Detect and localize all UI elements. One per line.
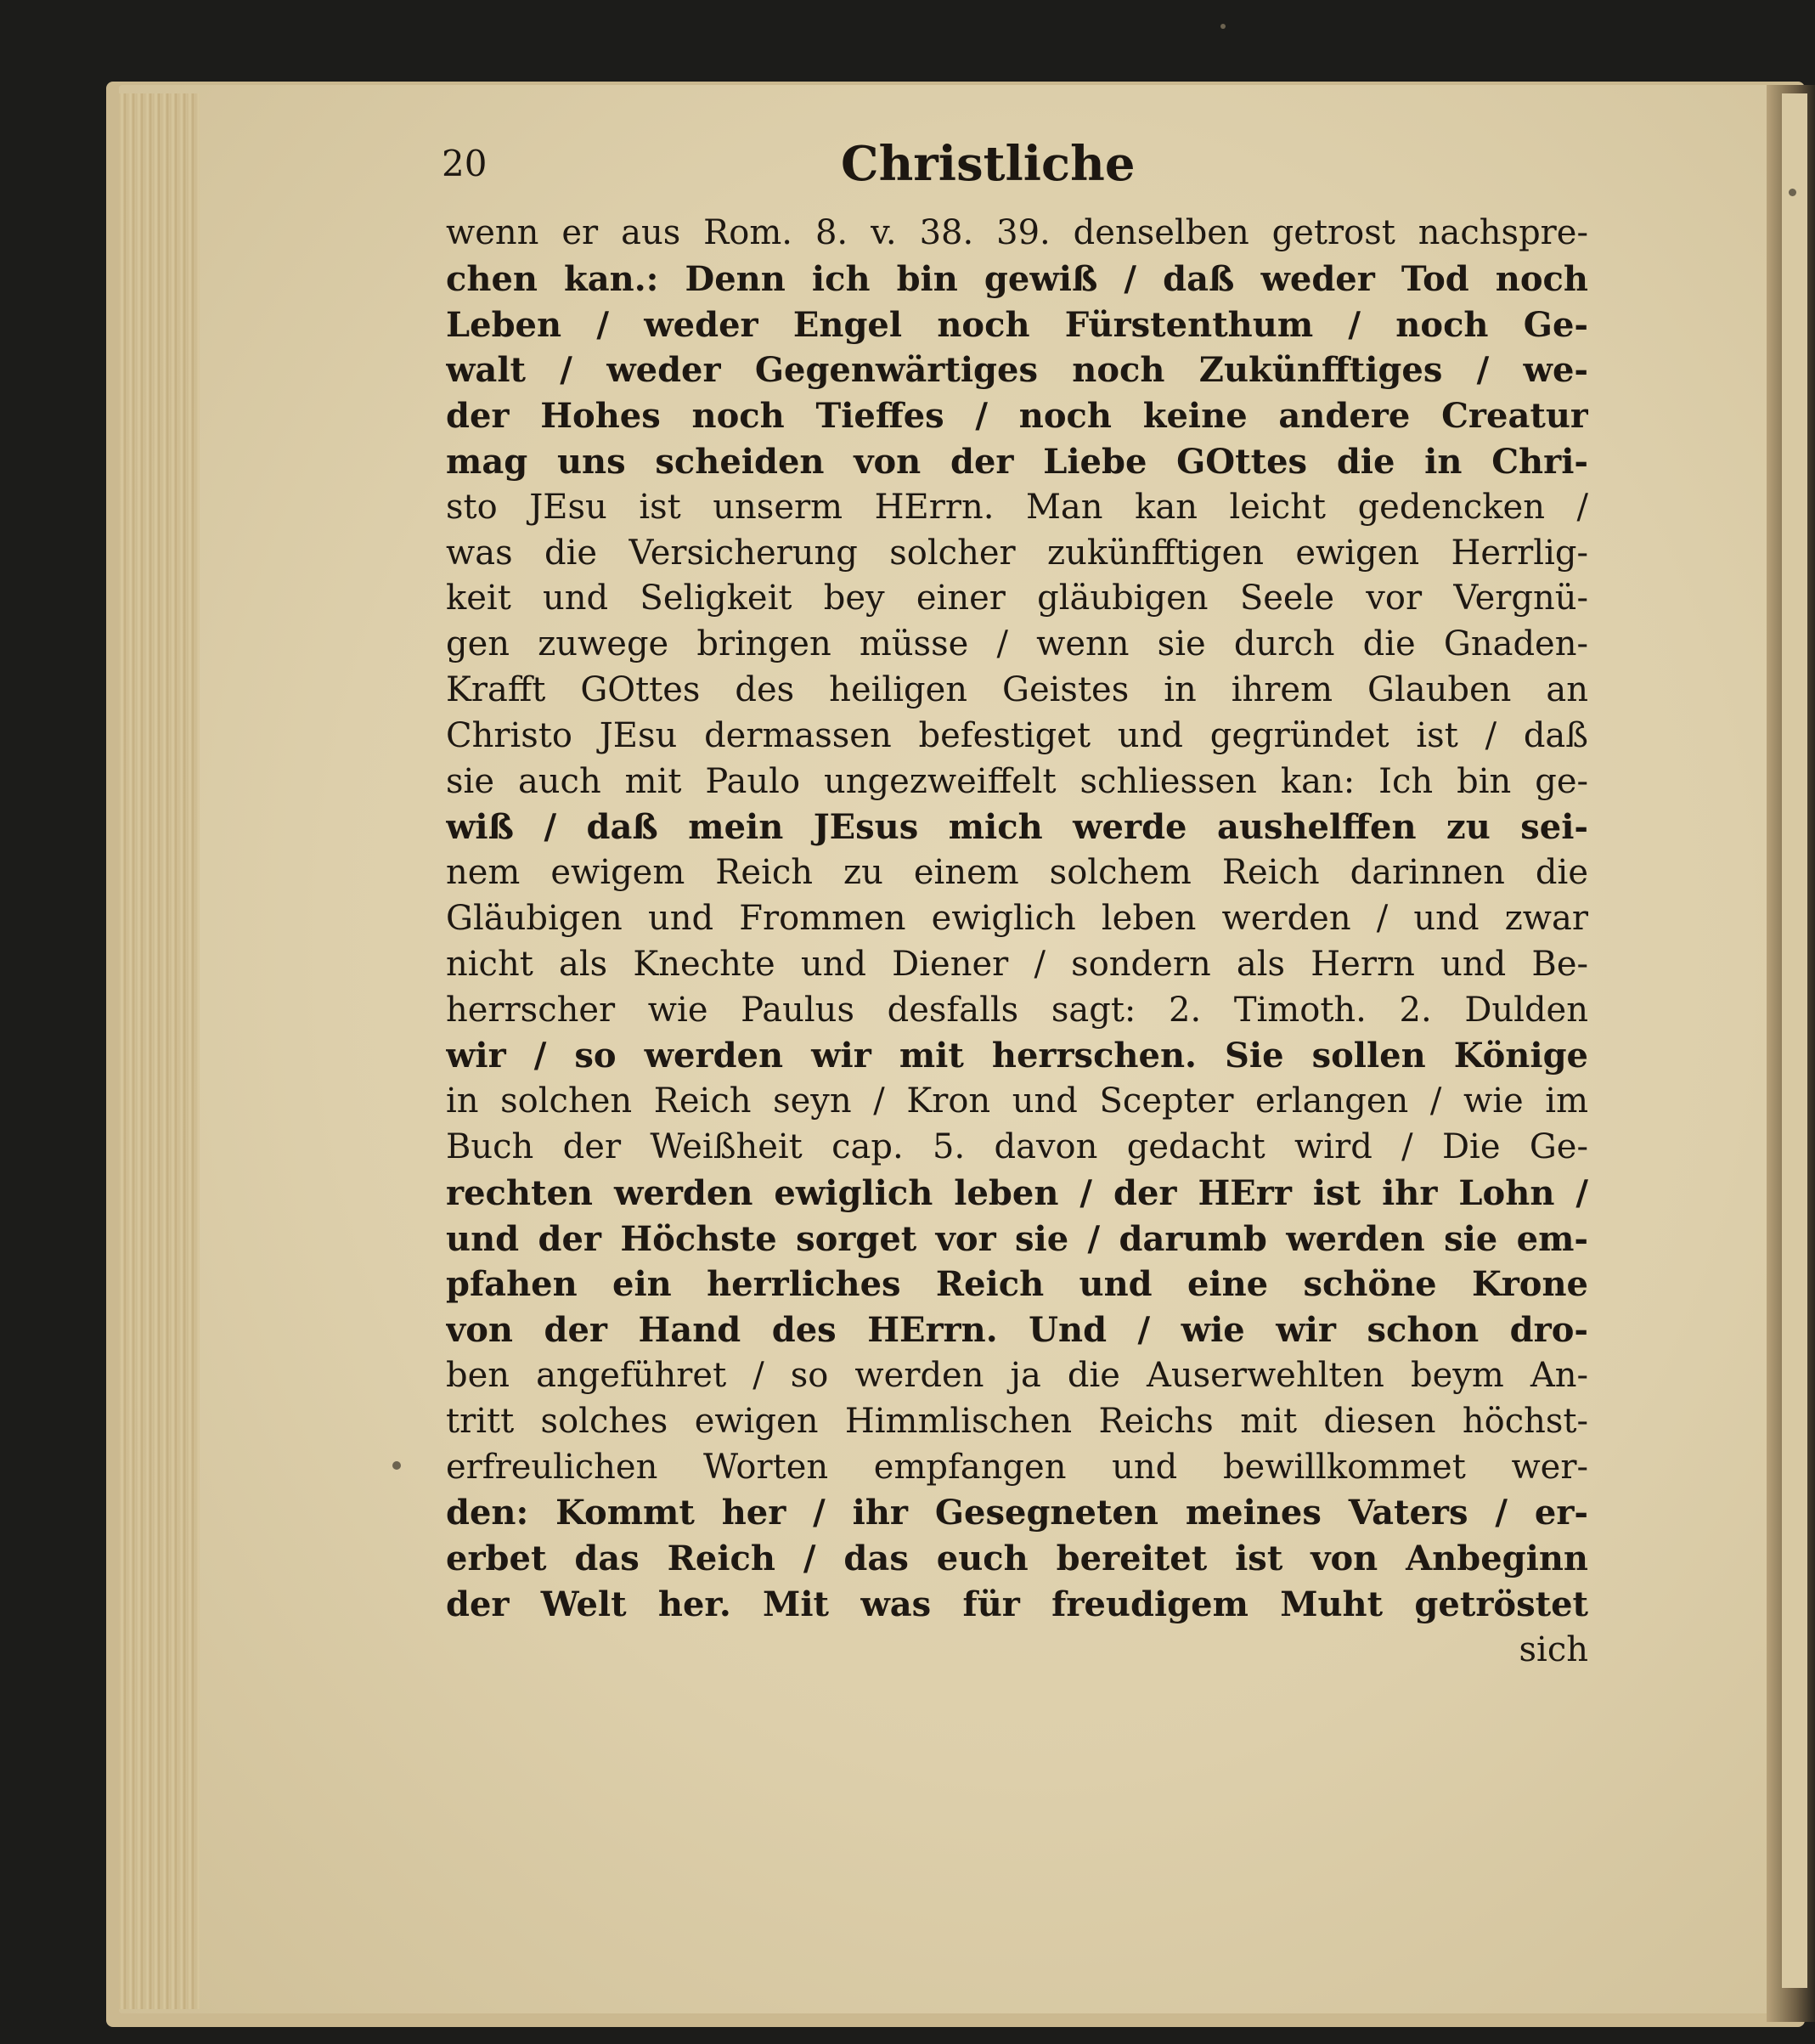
text-line: Gläubigen und Frommen ewiglich leben werden / und zwar (446, 898, 1588, 938)
text-line: den: Kommt her / ihr Gesegneten meines Vaters / er- (446, 1493, 1588, 1533)
text-line: in solchen Reich seyn / Kron und Scepter erlangen / wie im (446, 1081, 1588, 1121)
text-line: walt / weder Gegenwärtiges noch Zukünfftiges / we- (446, 350, 1588, 391)
body-text (446, 211, 1588, 1674)
text-line: nem ewigem Reich zu einem solchem Reich darinnen die (446, 853, 1588, 893)
text-line: erfreulichen Worten empfangen und bewillkommet wer- (446, 1447, 1588, 1487)
running-title: Christliche (841, 136, 1136, 192)
page-number: 20 (442, 143, 488, 184)
text-line: von der Hand des HErrn. Und / wie wir schon dro- (446, 1310, 1588, 1351)
text-line: rechten werden ewiglich leben / der HErr ist ihr Lohn / (446, 1172, 1588, 1213)
page-fore-edge (119, 93, 200, 2009)
text-line: herrscher wie Paulus desfalls sagt: 2. Timoth. 2. Dulden (446, 990, 1588, 1030)
text-line: gen zuwege bringen müsse / wenn sie durch die Gnaden- (446, 624, 1588, 664)
text-line: mag uns scheiden von der Liebe GOttes die in Chri- (446, 441, 1588, 482)
text-line: tritt solches ewigen Himmlischen Reichs mit diesen höchst- (446, 1401, 1588, 1441)
text-line: sto JEsu ist unserm HErrn. Man kan leicht gedencken / (446, 487, 1588, 527)
text-line: Leben / weder Engel noch Fürstenthum / noch Ge- (446, 304, 1588, 345)
text-line: chen kan.: Denn ich bin gewiß / daß weder Tod noch (446, 258, 1588, 299)
facing-page-strip (1782, 93, 1807, 1988)
text-line: Buch der Weißheit cap. 5. davon gedacht wird / Die Ge- (446, 1126, 1588, 1166)
text-line: Krafft GOttes des heiligen Geistes in ihrem Glauben an (446, 669, 1588, 709)
text-line: ben angeführet / so werden ja die Auserwehlten beym An- (446, 1355, 1588, 1395)
catchword: sich (1519, 1629, 1588, 1669)
text-line: Christo JEsu dermassen befestiget und gegründet ist / daß (446, 715, 1588, 755)
page-header (442, 136, 1588, 204)
text-line: keit und Seligkeit bey einer gläubigen Seele vor Vergnü- (446, 579, 1588, 618)
text-line: der Hohes noch Tieffes / noch keine andere Creatur (446, 396, 1588, 437)
text-line: was die Versicherung solcher zukünfftigen ewigen Herrlig- (446, 533, 1588, 573)
text-line: wir / so werden wir mit herrschen. Sie sollen Könige (446, 1036, 1588, 1076)
text-line: nicht als Knechte und Diener / sondern als Herrn und Be- (446, 944, 1588, 984)
ink-speck (1220, 24, 1226, 29)
text-line: und der Höchste sorget vor sie / darumb werden sie em- (446, 1218, 1588, 1259)
text-line: erbet das Reich / das euch bereitet ist von Anbeginn (446, 1539, 1588, 1579)
text-line: wiß / daß mein JEsus mich werde aushelffen zu sei- (446, 807, 1588, 848)
ink-speck (392, 1461, 401, 1470)
text-line: der Welt her. Mit was für freudigem Muht getröstet (446, 1584, 1588, 1624)
text-line: sie auch mit Paulo ungezweiffelt schliessen kan: Ich bin ge- (446, 761, 1588, 801)
ink-speck (1789, 189, 1796, 196)
text-line: wenn er aus Rom. 8. v. 38. 39. denselben getrost nachspre- (446, 213, 1588, 252)
text-line: pfahen ein herrliches Reich und eine schöne Krone (446, 1264, 1588, 1305)
